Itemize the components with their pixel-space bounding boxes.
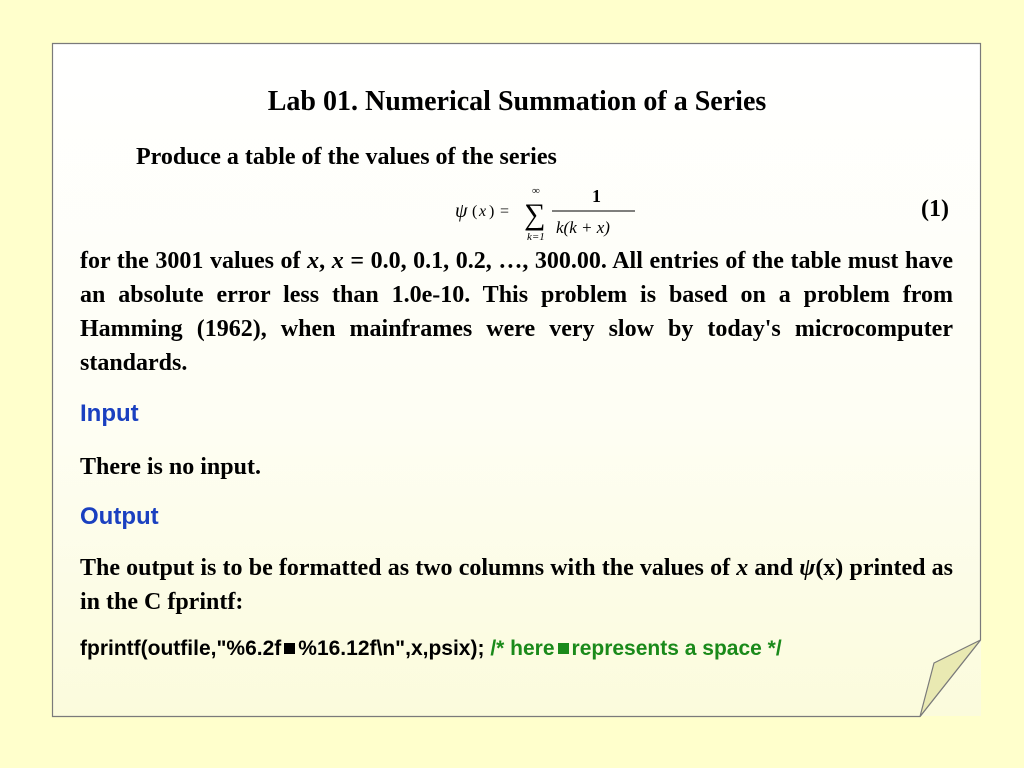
intro-text: Produce a table of the values of the series xyxy=(136,144,557,170)
code-part2: %16.12f\n",x,psix); xyxy=(298,637,485,660)
eq-equals: = xyxy=(500,203,510,220)
page-title: Lab 01. Numerical Summation of a Series xyxy=(267,86,767,117)
var-x-2: x xyxy=(331,248,344,274)
eq-sum-upper: ∞ xyxy=(532,185,540,197)
input-heading: Input xyxy=(80,400,139,427)
input-text: There is no input. xyxy=(80,454,261,480)
equation-number: (1) xyxy=(921,196,949,222)
code-part1: fprintf(outfile,"%6.2f xyxy=(80,637,282,660)
eq-numerator: 1 xyxy=(592,186,601,206)
eq-sigma: ∑ xyxy=(524,198,546,231)
eq-arg: x xyxy=(479,203,487,220)
para-post: = 0.0, 0.1, 0.2, …, 300.00. All entries of the table must have an absolute error less than 1.0e-10. This problem is based on a problem from Hamming (1962), when mainframes were very slow by today's microcomputer standards. xyxy=(80,248,954,376)
eq-sum-lower: k=1 xyxy=(527,231,545,243)
para-mid: , xyxy=(319,248,332,274)
eq-open-paren: ( xyxy=(472,203,478,220)
output-paragraph xyxy=(80,551,953,619)
eq-denominator: k(k + x) xyxy=(556,218,610,237)
output-heading: Output xyxy=(80,503,159,530)
comment-part1: /* here xyxy=(490,637,555,660)
out-psi-arg: (x) xyxy=(815,555,844,581)
para-pre: for the 3001 values of xyxy=(80,248,308,274)
eq-psi: ψ xyxy=(455,200,468,222)
series-equation xyxy=(455,183,645,243)
description-paragraph xyxy=(80,244,953,380)
space-marker-icon xyxy=(284,643,295,654)
out-pre: The output is to be formatted as two columns with the values of xyxy=(80,555,737,581)
out-mid: and xyxy=(748,555,800,581)
code-line xyxy=(80,637,782,661)
var-x: x xyxy=(307,248,320,274)
space-marker-icon-2 xyxy=(558,643,569,654)
out-psi: ψ xyxy=(799,555,816,581)
code-comment xyxy=(490,637,781,660)
eq-close-paren: ) xyxy=(489,203,495,220)
out-var-x: x xyxy=(736,555,749,581)
out-post: printed as in the C fprintf: xyxy=(80,555,953,615)
comment-part2: represents a space */ xyxy=(571,637,782,660)
